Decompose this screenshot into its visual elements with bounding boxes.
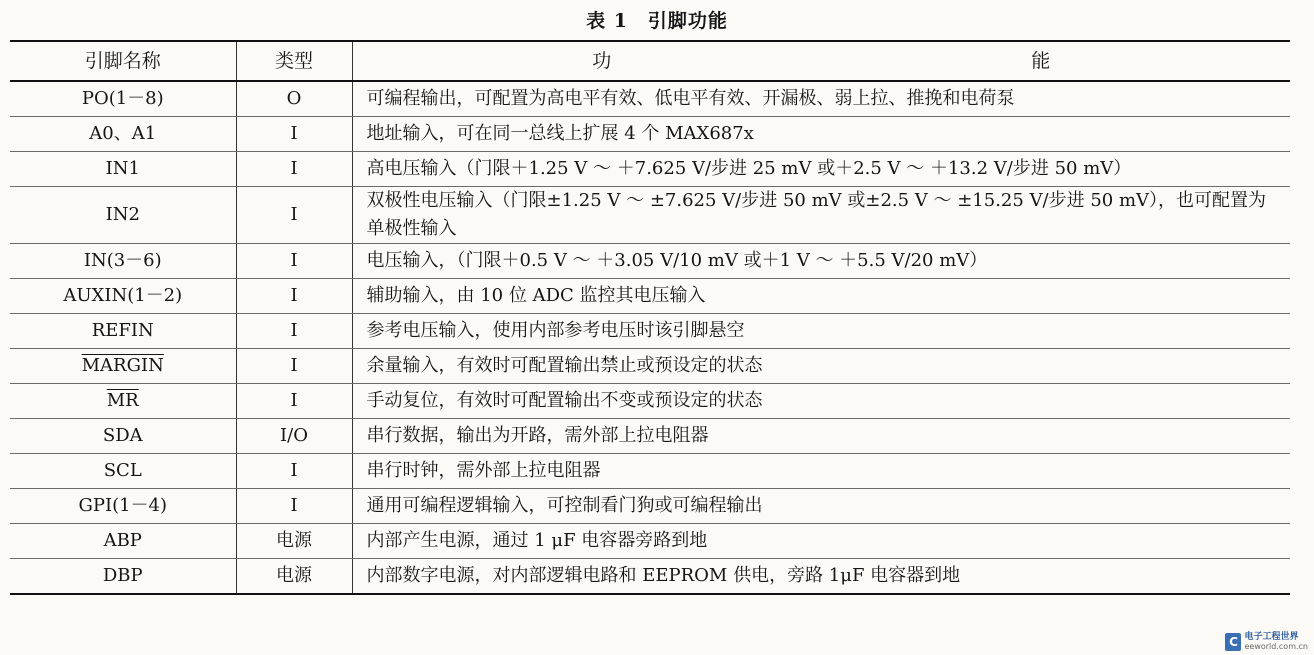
pin-name-text: MARGIN [81, 355, 164, 376]
pin-name-cell [10, 454, 236, 489]
table-row [10, 81, 1290, 117]
pin-type-text: I/O [280, 425, 308, 446]
pin-name-text: REFIN [91, 320, 154, 341]
pin-name-text: DBP [102, 565, 143, 586]
pin-type-cell [236, 454, 352, 489]
pin-type-cell [236, 419, 352, 454]
header-type: 类型 [236, 41, 352, 81]
table-row [10, 279, 1290, 314]
pin-function-text: 地址输入，可在同一总线上扩展 4 个 MAX687x [366, 123, 754, 144]
pin-name-cell [10, 524, 236, 559]
pin-type-cell [236, 187, 352, 244]
header-function-char-2: 能 [1031, 50, 1051, 72]
pin-type-cell [236, 117, 352, 152]
watermark-site-name: 电子工程世界 [1244, 632, 1299, 642]
pin-name-cell [10, 314, 236, 349]
pin-function-text: 参考电压输入，使用内部参考电压时该引脚悬空 [366, 320, 745, 341]
pin-function-text: 双极性电压输入（门限±1.25 V ～ ±7.625 V/步进 50 mV 或±2.5 V ～ ±15.25 V/步进 50 mV），也可配置为单极性输入 [366, 190, 1267, 239]
pin-type-text: I [290, 460, 298, 481]
pin-function-cell [352, 117, 1290, 152]
pin-function-cell [352, 81, 1290, 117]
pin-type-text: I [290, 355, 298, 376]
pin-type-cell [236, 559, 352, 595]
pin-type-text: 电源 [276, 565, 312, 586]
pin-name-cell [10, 81, 236, 117]
pin-function-cell [352, 384, 1290, 419]
pin-function-cell [352, 559, 1290, 595]
pin-function-cell [352, 244, 1290, 279]
pin-name-text: ABP [103, 530, 142, 551]
table-row [10, 454, 1290, 489]
table-row [10, 559, 1290, 595]
pin-type-text: I [290, 320, 298, 341]
pin-name-text: IN1 [105, 158, 140, 179]
pin-function-cell [352, 314, 1290, 349]
pin-type-cell [236, 524, 352, 559]
pin-type-cell [236, 279, 352, 314]
pin-function-cell [352, 349, 1290, 384]
pin-function-text: 余量输入，有效时可配置输出禁止或预设定的状态 [366, 355, 763, 376]
pin-name-cell [10, 244, 236, 279]
pin-function-cell [352, 489, 1290, 524]
pin-function-text: 辅助输入，由 10 位 ADC 监控其电压输入 [366, 285, 706, 306]
table-row [10, 152, 1290, 187]
eeworld-logo-icon: C [1225, 633, 1241, 651]
watermark-url: eeworld.com.cn [1244, 642, 1308, 651]
pin-function-text: 可编程输出，可配置为高电平有效、低电平有效、开漏极、弱上拉、推挽和电荷泵 [366, 88, 1015, 109]
pin-name-text: SDA [102, 425, 143, 446]
pin-type-cell [236, 384, 352, 419]
header-pin-name: 引脚名称 [10, 41, 236, 81]
pin-type-cell [236, 314, 352, 349]
table-row [10, 244, 1290, 279]
pin-name-cell [10, 489, 236, 524]
pin-name-text: $\overline{MR}$ [106, 390, 139, 411]
pin-type-cell [236, 152, 352, 187]
pin-type-cell [236, 81, 352, 117]
pin-type-cell [236, 244, 352, 279]
header-function [352, 41, 1290, 81]
pin-name-text: IN(3－6) [83, 250, 162, 271]
pin-function-text: 通用可编程逻辑输入，可控制看门狗或可编程输出 [366, 495, 763, 516]
pin-type-text: I [290, 204, 298, 225]
site-watermark [1225, 633, 1308, 651]
table-row [10, 419, 1290, 454]
pin-name-cell [10, 419, 236, 454]
pin-name-cell [10, 187, 236, 244]
pin-name-cell [10, 559, 236, 595]
pin-name-text: SCL [103, 460, 142, 481]
table-row [10, 349, 1290, 384]
pin-function-text: 串行时钟，需外部上拉电阻器 [366, 460, 601, 481]
pin-name-cell [10, 152, 236, 187]
pin-function-cell [352, 152, 1290, 187]
pin-function-text: 串行数据，输出为开路，需外部上拉电阻器 [366, 425, 709, 446]
pin-function-text: 内部数字电源，对内部逻辑电路和 EEPROM 供电，旁路 1μF 电容器到地 [366, 565, 961, 586]
table-row [10, 384, 1290, 419]
pin-function-table [10, 40, 1290, 595]
pin-type-text: O [286, 88, 302, 109]
pin-type-text: I [290, 123, 298, 144]
pin-function-text: 高电压输入（门限＋1.25 V ～ ＋7.625 V/步进 25 mV 或＋2.5 V ～ ＋13.2 V/步进 50 mV） [366, 158, 1132, 179]
pin-name-cell [10, 117, 236, 152]
table-caption: 表 1 引脚功能 [586, 10, 728, 32]
pin-type-cell [236, 349, 352, 384]
pin-name-text: IN2 [105, 204, 140, 225]
table-row [10, 187, 1290, 244]
pin-function-text: 手动复位，有效时可配置输出不变或预设定的状态 [366, 390, 763, 411]
pin-function-cell [352, 279, 1290, 314]
pin-function-text: 内部产生电源，通过 1 μF 电容器旁路到地 [366, 530, 708, 551]
pin-type-text: I [290, 285, 298, 306]
pin-type-text: 电源 [276, 530, 312, 551]
pin-function-cell [352, 419, 1290, 454]
pin-type-text: I [290, 250, 298, 271]
table-row [10, 489, 1290, 524]
pin-function-cell [352, 187, 1290, 244]
pin-function-cell [352, 454, 1290, 489]
table-row [10, 117, 1290, 152]
table-row [10, 314, 1290, 349]
pin-type-text: I [290, 390, 298, 411]
pin-name-text: AUXIN(1－2) [63, 285, 183, 306]
pin-function-text: 电压输入，（门限＋0.5 V ～ ＋3.05 V/10 mV 或＋1 V ～ ＋5.5 V/20 mV） [366, 250, 988, 271]
pin-name-cell [10, 279, 236, 314]
pin-name-cell [10, 384, 236, 419]
table-row [10, 524, 1290, 559]
table-body [10, 81, 1290, 594]
pin-type-text: I [290, 495, 298, 516]
pin-name-text: GPI(1－4) [78, 495, 168, 516]
pin-name-text: PO(1－8) [81, 88, 164, 109]
pin-type-cell [236, 489, 352, 524]
table-header-row [10, 41, 1290, 81]
pin-function-cell [352, 524, 1290, 559]
pin-name-text: A0、A1 [89, 123, 157, 144]
header-function-char-1: 功 [592, 50, 612, 72]
pin-name-cell [10, 349, 236, 384]
pin-type-text: I [290, 158, 298, 179]
